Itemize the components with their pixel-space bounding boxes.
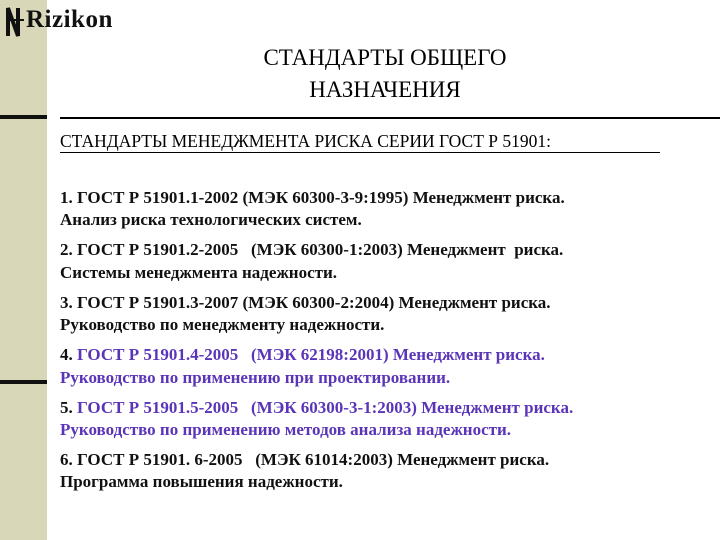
standard-title-line bbox=[60, 397, 700, 419]
standards-list bbox=[60, 187, 700, 501]
standard-title: (МЭК 60300-2:2004) Менеджмент риска. bbox=[238, 292, 551, 312]
standard-number: 5. bbox=[60, 397, 77, 417]
standard-code: ГОСТ Р 51901.2-2005 bbox=[77, 240, 239, 260]
standard-item bbox=[60, 449, 700, 494]
page-title bbox=[170, 42, 600, 106]
standard-subtitle-line: Руководство по применению при проектировании. bbox=[60, 367, 451, 387]
standard-code: ГОСТ Р 51901.1-2002 bbox=[77, 188, 239, 207]
side-bar bbox=[0, 0, 47, 540]
title-line-1: СТАНДАРТЫ ОБЩЕГО bbox=[263, 45, 507, 70]
standard-number: 2. bbox=[60, 240, 77, 260]
side-bar-notch bbox=[0, 380, 47, 384]
standard-item bbox=[60, 397, 700, 442]
standard-title: (МЭК 60300-3-1:2003) Менеджмент риска. bbox=[238, 397, 574, 417]
standard-item bbox=[60, 292, 700, 337]
section-subtitle: СТАНДАРТЫ МЕНЕДЖМЕНТА РИСКА СЕРИИ ГОСТ Р 51901: bbox=[60, 131, 551, 151]
standard-title: (МЭК 61014:2003) Менеджмент риска. bbox=[242, 450, 550, 470]
standard-subtitle-line: Анализ риска технологических систем. bbox=[60, 210, 362, 230]
standard-title: (МЭК 60300-3-9:1995) Менеджмент риска. bbox=[238, 188, 565, 207]
standard-title-line bbox=[60, 292, 700, 314]
standard-title-line bbox=[60, 187, 700, 209]
standard-title-line bbox=[60, 449, 700, 471]
standard-number: 6. bbox=[60, 450, 77, 470]
title-line-2: НАЗНАЧЕНИЯ bbox=[309, 77, 461, 102]
side-bar-notch bbox=[0, 115, 47, 119]
standard-subtitle-line: Руководство по менеджменту надежности. bbox=[60, 315, 385, 335]
standard-title-line bbox=[60, 344, 700, 366]
standard-subtitle-line: Программа повышения надежности. bbox=[60, 472, 343, 492]
standard-title: (МЭК 62198:2001) Менеджмент риска. bbox=[238, 345, 545, 365]
standard-code: ГОСТ Р 51901.4-2005 bbox=[77, 345, 239, 365]
subtitle-underline bbox=[60, 152, 660, 153]
logo bbox=[4, 2, 114, 44]
standard-code: ГОСТ Р 51901. 6-2005 bbox=[77, 450, 243, 470]
standard-item bbox=[60, 239, 700, 284]
standard-title-line bbox=[60, 239, 700, 261]
standard-number: 4. bbox=[60, 345, 77, 365]
title-divider bbox=[60, 117, 720, 119]
standard-title: (МЭК 60300-1:2003) Менеджмент риска. bbox=[238, 240, 564, 260]
standard-subtitle-line: Руководство по применению методов анализа надежности. bbox=[60, 420, 512, 440]
standard-number: 1. bbox=[60, 188, 77, 207]
standard-subtitle-line: Системы менеджмента надежности. bbox=[60, 262, 338, 282]
logo-text: Rizikon bbox=[26, 6, 113, 33]
standard-item bbox=[60, 187, 700, 232]
standard-code: ГОСТ Р 51901.3-2007 bbox=[77, 292, 239, 312]
standard-code: ГОСТ Р 51901.5-2005 bbox=[77, 397, 239, 417]
standard-number: 3. bbox=[60, 292, 77, 312]
standard-item bbox=[60, 344, 700, 389]
